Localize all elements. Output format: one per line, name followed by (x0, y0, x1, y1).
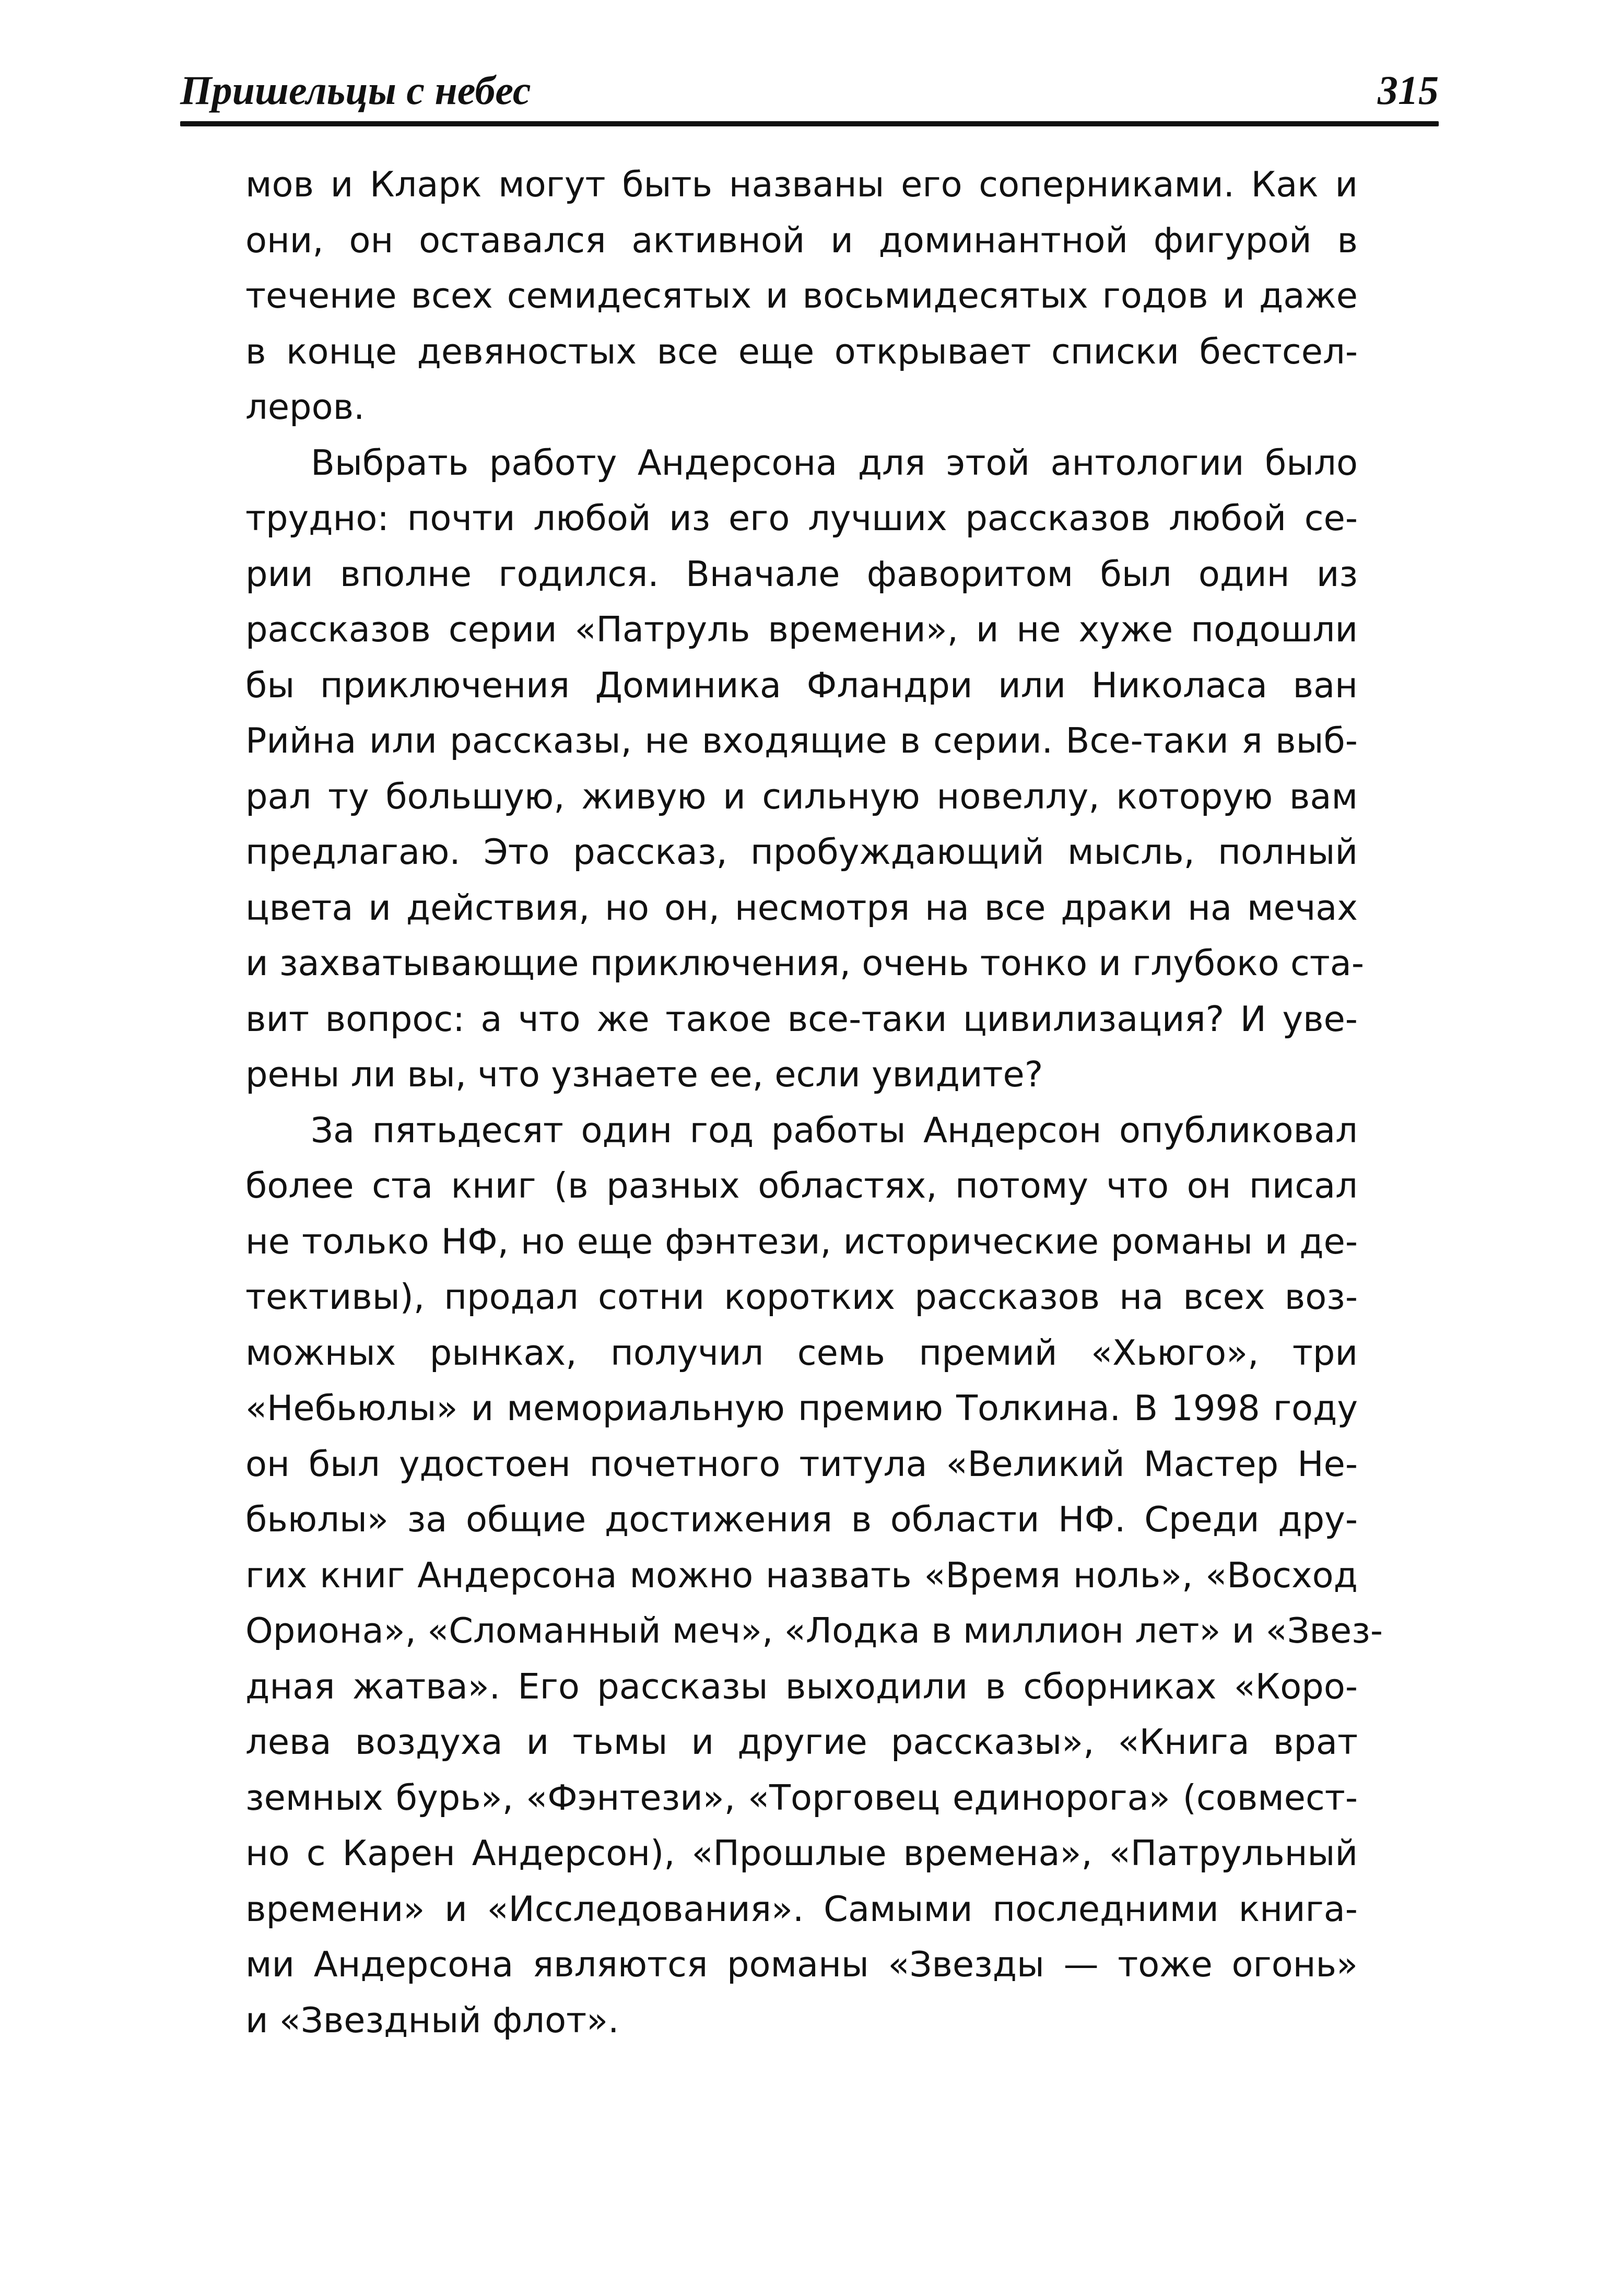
text-line: не только НФ, но еще фэнтези, исторические романы и де- (245, 1221, 1358, 1262)
text-line: они, он оставался активной и доминантной фигурой в (245, 219, 1358, 261)
running-head (180, 62, 1439, 119)
text-line: времени» и «Исследования». Самыми последними книга- (245, 1888, 1358, 1929)
text-line: Выбрать работу Андерсона для этой антологии было (311, 442, 1358, 483)
text-line: цвета и действия, но он, несмотря на все драки на мечах (245, 887, 1358, 928)
text-line: дная жатва». Его рассказы выходили в сборниках «Коро- (245, 1666, 1358, 1707)
text-line: бы приключения Доминика Фландри или Николаса ван (245, 664, 1358, 706)
text-line: леров. (245, 386, 365, 427)
text-line: лева воздуха и тьмы и другие рассказы», «Книга врат (245, 1721, 1358, 1762)
text-line: трудно: почти любой из его лучших рассказов любой се- (245, 498, 1358, 538)
body-text (245, 157, 1383, 2048)
text-line: рии вполне годился. Вначале фаворитом был один из (245, 553, 1358, 594)
text-line: Рийна или рассказы, не входящие в серии. Все-таки я выб- (245, 720, 1358, 761)
text-line: течение всех семидесятых и восьмидесятых годов и даже (245, 275, 1358, 316)
text-line: Ориона», «Сломанный меч», «Лодка в миллион лет» и «Звез- (245, 1610, 1383, 1651)
text-line: можных рынках, получил семь премий «Хьюго», три (245, 1332, 1358, 1373)
text-line: рассказов серии «Патруль времени», и не хуже подошли (245, 609, 1358, 650)
text-line: в конце девяностых все еще открывает списки бестсел- (245, 331, 1358, 372)
text-line: он был удостоен почетного титула «Великий Мастер Не- (245, 1443, 1358, 1484)
text-line: рены ли вы, что узнаете ее, если увидите? (245, 1054, 1043, 1095)
text-line: бьюлы» за общие достижения в области НФ. Среди дру- (245, 1499, 1358, 1540)
text-line: но с Карен Андерсон), «Прошлые времена», «Патрульный (245, 1833, 1358, 1873)
page-number: 315 (1378, 67, 1439, 113)
paragraph (245, 1103, 1383, 2048)
running-title: Пришельцы с небес (180, 67, 531, 113)
paragraph (245, 157, 1358, 435)
text-line: и захватывающие приключения, очень тонко и глубоко ста- (245, 943, 1365, 983)
text-line: гих книг Андерсона можно назвать «Время ноль», «Восход (245, 1554, 1358, 1596)
text-line: и «Звездный флот». (245, 1999, 619, 2041)
text-line: более ста книг (в разных областях, потому что он писал (245, 1165, 1358, 1206)
header-rule (180, 121, 1439, 126)
text-line: вит вопрос: а что же такое все-таки цивилизация? И уве- (245, 998, 1358, 1039)
text-line: ми Андерсона являются романы «Звезды — тоже огонь» (245, 1944, 1358, 1985)
text-line: рал ту большую, живую и сильную новеллу, которую вам (245, 776, 1358, 817)
paragraph (245, 435, 1365, 1103)
text-line: За пятьдесят один год работы Андерсон опубликовал (311, 1109, 1358, 1151)
text-line: мов и Кларк могут быть названы его соперниками. Как и (245, 164, 1358, 205)
text-line: земных бурь», «Фэнтези», «Торговец единорога» (совмест- (245, 1777, 1358, 1818)
text-line: тективы), продал сотни коротких рассказов на всех воз- (245, 1276, 1358, 1317)
text-line: «Небьюлы» и мемориальную премию Толкина. В 1998 году (245, 1388, 1358, 1428)
text-line: предлагаю. Это рассказ, пробуждающий мысль, полный (245, 831, 1358, 872)
